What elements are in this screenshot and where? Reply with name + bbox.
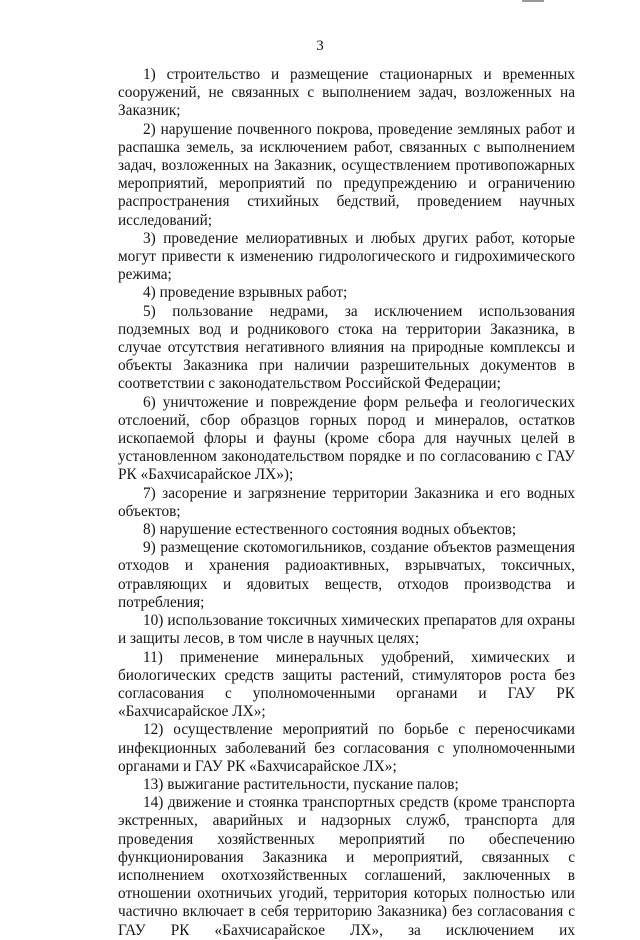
prohibition-item-14: 14) движение и стоянка транспортных средств (кроме транспорта экстренных, аварийных и надзорных служб, транспорта для проведения хозяйственных мероприятий по обеспечению функционирования Заказника и мероприятий, связанных с исполнением охотхозяйственных соглашений, заключенных в отношении охотничьих угодий, территория которых полностью или частично включает в себя территорию Заказника) без согласования с ГАУ РК «Бахчисарайское ЛХ», за исключением их [118,794,575,939]
prohibition-item-7: 7) засорение и загрязнение территории Заказника и его водных объектов; [118,484,575,520]
page-number: 3 [316,38,324,54]
prohibition-item-3: 3) проведение мелиоративных и любых других работ, которые могут привести к изменению гидрологического и гидрохимического режима; [118,229,575,284]
prohibition-item-4: 4) проведение взрывных работ; [143,284,348,302]
prohibition-item-8: 8) нарушение естественного состояния водных объектов; [143,521,517,539]
prohibition-item-11: 11) применение минеральных удобрений, химических и биологических средств защиты растений, стимуляторов роста без согласования с уполномоченными органами и ГАУ РК «Бахчисарайское ЛХ»; [118,648,575,721]
prohibition-item-12: 12) осуществление мероприятий по борьбе с переносчиками инфекционных заболеваний без согласования с уполномоченными органами и ГАУ РК «Бахчисарайское ЛХ»; [118,721,575,775]
prohibition-item-2: 2) нарушение почвенного покрова, проведение земляных работ и распашка земель, за исключением работ, связанных с выполнением задач, возложенных на Заказник, осуществлением противопожарных мероприятий, мероприятий по предупреждению и ограничению распространения стихийных бедствий, проведением научных исследований; [118,120,575,229]
prohibition-item-5: 5) пользование недрами, за исключением использования подземных вод и родникового стока на территории Заказника, в случае отсутствия негативного влияния на природные комплексы и объекты Заказника при наличии разрешительных документов в соответствии с законодательством Российской Федерации; [118,302,575,393]
prohibition-item-6: 6) уничтожение и повреждение форм рельефа и геологических отслоений, сбор образцов горных пород и минералов, остатков ископаемой флоры и фауны (кроме сбора для научных целей в установленном законодательством порядке и по согласованию с ГАУ РК «Бахчисарайское ЛХ»); [118,393,575,484]
prohibition-item-1: 1) строительство и размещение стационарных и временных сооружений, не связанных с выполнением задач, возложенных на Заказник; [118,66,575,120]
prohibition-item-13: 13) выжигание растительности, пускание палов; [143,775,459,793]
prohibition-item-10: 10) использование токсичных химических препаратов для охраны и защиты лесов, в том числе в научных целях; [118,612,575,648]
document-body [118,66,575,940]
scan-edge-mark [522,0,544,2]
prohibition-item-9: 9) размещение скотомогильников, создание объектов размещения отходов и хранения радиоактивных, взрывчатых, токсичных, отравляющих и ядовитых веществ, отходов производства и потребления; [118,539,575,611]
